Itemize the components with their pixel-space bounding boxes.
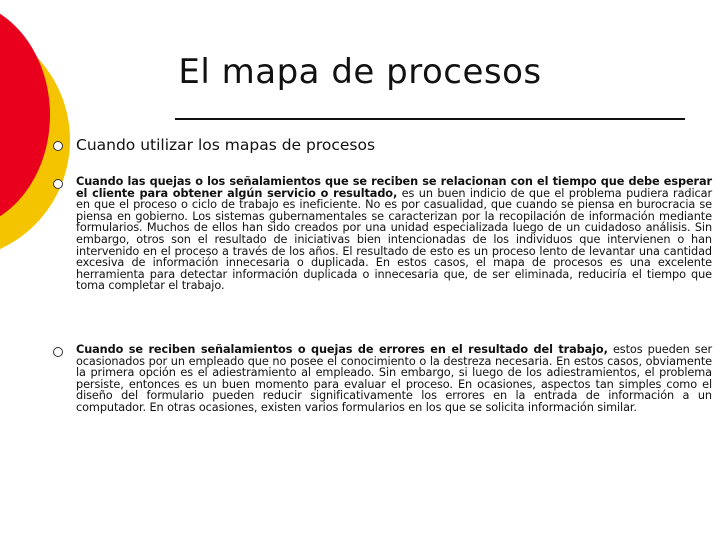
bullet-paragraph-time (76, 176, 712, 292)
title-underline (175, 118, 685, 120)
bullet-body-text: estos pueden ser ocasionados por un empleado que no posee el conocimiento o la destreza necesaria. En estos casos, obviamente la primera opción es el adiestramiento al empleado. Sin embargo, si luego de los adiestramientos, el problema persiste, entonces es un buen momento para evaluar el proceso. En ocasiones, aspectos tan simples como el diseño del formulario pueden reducir significativamente los errores en la entrada de información a un computador. En otras ocasiones, existen varios formularios en los que se solicita información similar. (76, 343, 712, 414)
bullet-paragraph-errors (76, 344, 712, 414)
bullet-circle-icon (53, 141, 63, 151)
slide-title: El mapa de procesos (178, 52, 542, 92)
bullet-circle-icon (53, 347, 63, 357)
bullet-heading: Cuando utilizar los mapas de procesos (76, 136, 376, 154)
bullet-circle-icon (53, 179, 63, 189)
bullet-bold-lead: Cuando se reciben señalamientos o quejas de errores en el resultado del trabajo, (76, 343, 608, 356)
bullet-bold-lead: Cuando las quejas o los señalamientos que se reciben se relacionan con el tiempo que debe esperar el cliente para obtener algún servicio o resultado, (76, 175, 712, 200)
bullet-body-text: es un buen indicio de que el problema pudiera radicar en que el proceso o ciclo de trabajo es ineficiente. No es por casualidad, que cuando se piensa en burocracia se piensa en gobierno. Los sistemas gubernamentales se caracterizan por la recopilación de información mediante formularios. Muchos de ellos han sido creados por una unidad especializada luego de un cuidadoso análisis. Sin embargo, otros son el resultado de iniciativas bien intencionadas de los individuos que intervienen o han intervenido en el proceso a través de los años. El resultado de esto es un proceso lento de levantar una cantidad excesiva de información innecesaria o duplicada. En estos casos, el mapa de procesos es una excelente herramienta para detectar información duplicada o innecesaria que, de ser eliminada, reduciría el tiempo que toma completar el trabajo. (76, 186, 712, 293)
